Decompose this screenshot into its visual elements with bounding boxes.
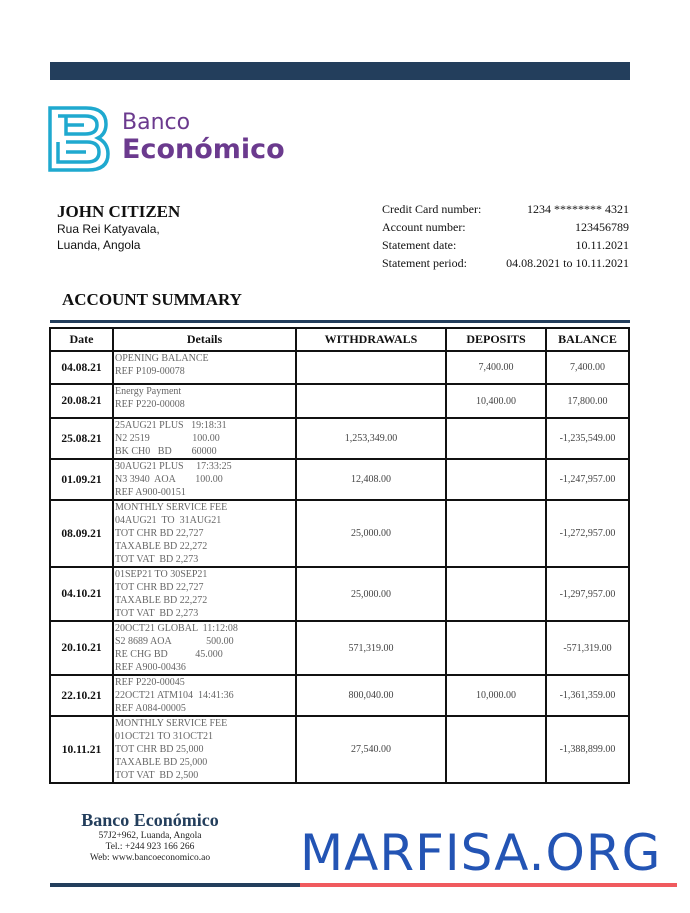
account-info xyxy=(382,200,629,272)
header-bar xyxy=(50,62,630,80)
detail-line: S2 8689 AOA 500.00 xyxy=(115,636,234,647)
row-deposit xyxy=(446,567,546,621)
row-withdrawal: 800,040.00 xyxy=(296,675,446,716)
row-deposit xyxy=(446,621,546,675)
watermark-underline xyxy=(300,883,677,887)
detail-line: OPENING BALANCE xyxy=(115,353,209,364)
row-details xyxy=(113,418,296,459)
detail-line: REF A084-00005 xyxy=(115,703,186,714)
logo-line2: Económico xyxy=(122,134,285,165)
row-balance: -571,319.00 xyxy=(546,621,629,675)
table-row xyxy=(50,384,629,418)
detail-line: 01SEP21 TO 30SEP21 xyxy=(115,569,208,580)
info-label: Statement date: xyxy=(382,238,457,252)
detail-line: REF P220-00008 xyxy=(115,399,185,410)
detail-line: REF P220-00045 xyxy=(115,677,185,688)
detail-line: RE CHG BD 45.000 xyxy=(115,649,223,660)
table-row xyxy=(50,716,629,783)
footer xyxy=(50,810,250,864)
row-withdrawal xyxy=(296,351,446,384)
col-details: Details xyxy=(113,328,296,351)
row-withdrawal: 25,000.00 xyxy=(296,500,446,567)
row-deposit xyxy=(446,716,546,783)
row-details xyxy=(113,384,296,418)
row-deposit: 7,400.00 xyxy=(446,351,546,384)
detail-line: Energy Payment xyxy=(115,386,182,397)
detail-line: TOT CHR BD 22,727 xyxy=(115,582,204,593)
row-details xyxy=(113,459,296,500)
info-value: 123456789 xyxy=(575,220,629,234)
detail-line: 22OCT21 ATM104 14:41:36 xyxy=(115,690,234,701)
row-deposit: 10,000.00 xyxy=(446,675,546,716)
table-row xyxy=(50,567,629,621)
info-label: Statement period: xyxy=(382,256,467,270)
row-details xyxy=(113,567,296,621)
row-balance: -1,235,549.00 xyxy=(546,418,629,459)
detail-line: TOT VAT BD 2,500 xyxy=(115,770,199,781)
row-deposit xyxy=(446,418,546,459)
table-row xyxy=(50,418,629,459)
table-row xyxy=(50,351,629,384)
row-balance: 7,400.00 xyxy=(546,351,629,384)
info-row xyxy=(382,218,629,236)
footer-address: 57J2+962, Luanda, Angola xyxy=(98,831,202,841)
table-row xyxy=(50,459,629,500)
row-date: 10.11.21 xyxy=(50,716,113,783)
row-withdrawal: 12,408.00 xyxy=(296,459,446,500)
col-date: Date xyxy=(50,328,113,351)
divider xyxy=(50,320,630,323)
address-line: Rua Rei Katyavala, xyxy=(57,222,160,236)
row-withdrawal: 25,000.00 xyxy=(296,567,446,621)
table-header xyxy=(50,328,629,351)
detail-line: N3 3940 AOA 100.00 xyxy=(115,474,223,485)
row-withdrawal: 1,253,349.00 xyxy=(296,418,446,459)
row-date: 08.09.21 xyxy=(50,500,113,567)
row-withdrawal xyxy=(296,384,446,418)
detail-line: TOT VAT BD 2,273 xyxy=(115,554,199,565)
info-label: Credit Card number: xyxy=(382,202,482,216)
detail-line: TAXABLE BD 22,272 xyxy=(115,541,208,552)
info-value: 04.08.2021 to 10.11.2021 xyxy=(506,256,629,270)
row-balance: -1,361,359.00 xyxy=(546,675,629,716)
footer-bar xyxy=(50,883,300,887)
info-row xyxy=(382,236,629,254)
row-date: 25.08.21 xyxy=(50,418,113,459)
row-deposit xyxy=(446,459,546,500)
address-line: Luanda, Angola xyxy=(57,238,141,252)
customer-address xyxy=(57,221,160,253)
detail-line: 30AUG21 PLUS 17:33:25 xyxy=(115,461,232,472)
detail-line: TAXABLE BD 22,272 xyxy=(115,595,208,606)
info-row xyxy=(382,254,629,272)
detail-line: 01OCT21 TO 31OCT21 xyxy=(115,731,213,742)
footer-tel: Tel.: +244 923 166 266 xyxy=(105,842,195,852)
row-details xyxy=(113,351,296,384)
row-date: 04.10.21 xyxy=(50,567,113,621)
info-label: Account number: xyxy=(382,220,466,234)
detail-line: REF A900-00436 xyxy=(115,662,186,673)
row-withdrawal: 27,540.00 xyxy=(296,716,446,783)
row-details xyxy=(113,675,296,716)
row-deposit: 10,400.00 xyxy=(446,384,546,418)
table-row xyxy=(50,621,629,675)
row-date: 20.08.21 xyxy=(50,384,113,418)
footer-title: Banco Económico xyxy=(81,810,219,830)
col-balance: BALANCE xyxy=(546,328,629,351)
row-deposit xyxy=(446,500,546,567)
row-balance: -1,272,957.00 xyxy=(546,500,629,567)
detail-line: TOT CHR BD 25,000 xyxy=(115,744,204,755)
bank-logo-icon xyxy=(48,106,110,172)
detail-line: 25AUG21 PLUS 19:18:31 xyxy=(115,420,227,431)
row-details xyxy=(113,500,296,567)
info-value: 10.11.2021 xyxy=(575,238,629,252)
transactions-table xyxy=(49,327,630,784)
detail-line: MONTHLY SERVICE FEE xyxy=(115,718,228,729)
col-deposits: DEPOSITS xyxy=(446,328,546,351)
section-title: ACCOUNT SUMMARY xyxy=(62,290,242,309)
info-value: 1234 ******** 4321 xyxy=(527,202,629,216)
row-date: 22.10.21 xyxy=(50,675,113,716)
detail-line: N2 2519 100.00 xyxy=(115,433,220,444)
info-row xyxy=(382,200,629,218)
detail-line: 20OCT21 GLOBAL 11:12:08 xyxy=(115,623,238,634)
table-row xyxy=(50,675,629,716)
detail-line: TOT VAT BD 2,273 xyxy=(115,608,199,619)
detail-line: TOT CHR BD 22,727 xyxy=(115,528,204,539)
row-details xyxy=(113,621,296,675)
row-balance: -1,247,957.00 xyxy=(546,459,629,500)
detail-line: 04AUG21 TO 31AUG21 xyxy=(115,515,222,526)
detail-line: REF A900-00151 xyxy=(115,487,186,498)
bank-logo-text xyxy=(122,112,285,163)
row-date: 04.08.21 xyxy=(50,351,113,384)
footer-web: Web: www.bancoeconomico.ao xyxy=(89,853,211,863)
row-date: 20.10.21 xyxy=(50,621,113,675)
row-balance: -1,297,957.00 xyxy=(546,567,629,621)
row-withdrawal: 571,319.00 xyxy=(296,621,446,675)
detail-line: REF P109-00078 xyxy=(115,366,185,377)
detail-line: MONTHLY SERVICE FEE xyxy=(115,502,228,513)
col-withdrawals: WITHDRAWALS xyxy=(296,328,446,351)
detail-line: BK CH0 BD 60000 xyxy=(115,446,217,457)
row-date: 01.09.21 xyxy=(50,459,113,500)
row-balance: 17,800.00 xyxy=(546,384,629,418)
customer-name: JOHN CITIZEN xyxy=(57,202,181,221)
row-balance: -1,388,899.00 xyxy=(546,716,629,783)
detail-line: TAXABLE BD 25,000 xyxy=(115,757,208,768)
row-details xyxy=(113,716,296,783)
logo-line1: Banco xyxy=(122,110,191,135)
watermark: MARFISA.ORG xyxy=(300,824,662,882)
table-row xyxy=(50,500,629,567)
